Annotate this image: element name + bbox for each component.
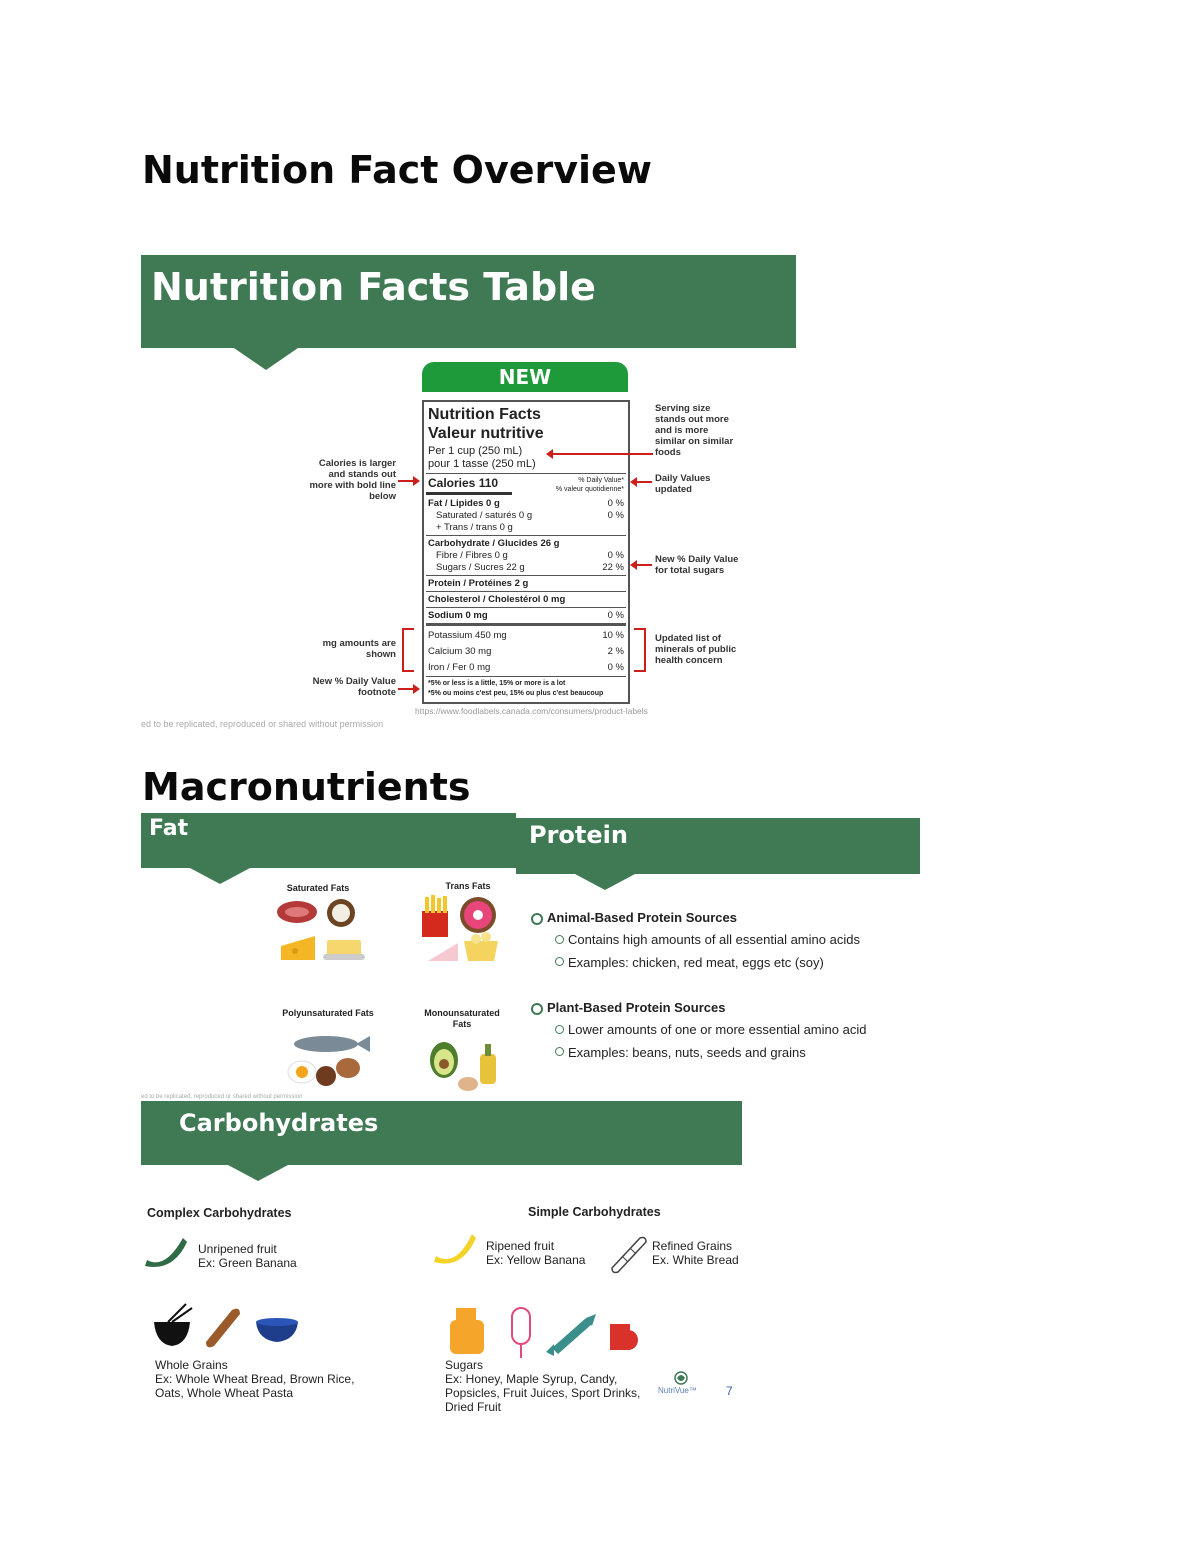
protein-animal-sub-1: Contains high amounts of all essential amino acids	[568, 932, 860, 947]
fat-banner	[141, 813, 516, 868]
refined-line-1: Refined Grains	[652, 1239, 733, 1253]
protein-plant-head: Plant-Based Protein Sources	[547, 1000, 726, 1015]
fish-icon	[294, 1036, 358, 1052]
new-tab-label: NEW	[498, 365, 552, 389]
protein-animal-head: Animal-Based Protein Sources	[547, 910, 737, 925]
oil-bottle-icon	[480, 1054, 496, 1084]
honey-jar-icon	[450, 1320, 484, 1354]
bracket-minerals	[634, 628, 646, 672]
fat-label-saturated: Saturated Fats	[286, 883, 350, 893]
label-row-name: Cholesterol / Cholestérol 0 mg	[428, 594, 566, 605]
label-row-name: Sodium 0 mg	[428, 610, 488, 621]
sugars-line-4: Dried Fruit	[445, 1400, 502, 1414]
protein-plant-sub-2: Examples: beans, nuts, seeds and grains	[568, 1045, 806, 1060]
sub-bullet-icon	[555, 957, 564, 966]
carbs-banner	[141, 1101, 742, 1165]
butter-icon	[327, 940, 361, 956]
label-row-dv: 22 %	[602, 562, 624, 573]
sub-bullet-icon	[555, 1047, 564, 1056]
unripe-label	[198, 1242, 297, 1270]
label-row-name: Potassium 450 mg	[428, 630, 507, 641]
label-serving-fr: pour 1 tasse (250 mL)	[428, 458, 536, 470]
label-row-name: + Trans / trans 0 g	[436, 522, 513, 533]
nuts-icon	[336, 1058, 360, 1078]
label-row-name: Saturated / saturés 0 g	[436, 510, 533, 521]
page-number: 7	[726, 1384, 733, 1398]
fat-label-poly: Polyunsaturated Fats	[282, 1008, 374, 1018]
note-serving: Serving size stands out more and is more similar on similar foods	[655, 403, 734, 458]
sugars-icons	[446, 1304, 646, 1360]
protein-plant-sub-1: Lower amounts of one or more essential amino acid	[568, 1022, 867, 1037]
fat-label-trans: Trans Fats	[445, 881, 491, 891]
label-serving-en: Per 1 cup (250 mL)	[428, 445, 523, 457]
label-rule	[426, 535, 626, 536]
label-footnote-en: *5% or less is a little, 15% or more is a lot	[428, 680, 566, 687]
whole-line-1: Whole Grains	[155, 1358, 228, 1372]
refined-label	[652, 1239, 739, 1267]
unripe-line-1: Unripened fruit	[198, 1242, 277, 1256]
sugars-line-1: Sugars	[445, 1358, 484, 1372]
fat-notch	[190, 868, 250, 884]
carbs-banner-title: Carbohydrates	[179, 1109, 379, 1137]
ripe-label	[486, 1239, 585, 1267]
yellow-banana-icon	[432, 1230, 478, 1270]
whole-line-2: Ex: Whole Wheat Bread, Brown Rice,	[155, 1372, 355, 1386]
nft-banner-title: Nutrition Facts Table	[151, 265, 596, 309]
noodle-bowl-icon	[154, 1322, 190, 1346]
nutrivue-logo-icon	[671, 1370, 691, 1386]
protein-banner	[516, 818, 920, 874]
whole-grains-icons	[150, 1302, 302, 1350]
label-dv-header-fr: % valeur quotidienne*	[555, 486, 624, 493]
nft-banner-notch	[234, 348, 298, 370]
walnut-icon	[316, 1066, 336, 1086]
note-footnote: New % Daily Value footnote	[312, 676, 396, 698]
popcorn-icon	[464, 941, 498, 961]
label-title-en: Nutrition Facts	[428, 406, 541, 423]
label-row-name: Calcium 30 mg	[428, 646, 492, 657]
bullet-icon	[531, 1003, 543, 1015]
almond-icon	[458, 1077, 478, 1091]
popsicle-icon	[512, 1308, 530, 1344]
label-row-name: Carbohydrate / Glucides 26 g	[428, 538, 560, 549]
unripe-line-2: Ex: Green Banana	[198, 1256, 297, 1270]
fries-icon	[422, 911, 448, 937]
calories-bold-rule	[426, 492, 512, 495]
polyunsaturated-fats-icons	[286, 1034, 374, 1090]
label-dv-header	[556, 476, 624, 494]
arrow-footnote	[398, 688, 418, 690]
candy-icon	[552, 1318, 592, 1354]
label-row-name: Protein / Protéines 2 g	[428, 578, 529, 589]
nft-banner	[141, 255, 796, 348]
nutrition-label	[422, 400, 630, 704]
label-row-dv: 0 %	[607, 498, 624, 509]
label-row-dv: 0 %	[607, 550, 624, 561]
arrow-daily-values	[632, 481, 652, 483]
bread-icon	[206, 1309, 240, 1348]
complex-carbs-head: Complex Carbohydrates	[147, 1206, 292, 1220]
new-tab	[422, 362, 628, 392]
label-row-dv: 0 %	[607, 510, 624, 521]
label-row-dv: 0 %	[607, 662, 624, 673]
whole-grains-label	[155, 1358, 354, 1400]
label-row-dv: 0 %	[607, 610, 624, 621]
label-calories: Calories 110	[428, 476, 499, 490]
nft-copyright: ed to be replicated, reproduced or shared without permission	[141, 719, 384, 729]
cheese-icon	[281, 936, 315, 960]
label-rule	[426, 607, 626, 608]
bullet-icon	[531, 913, 543, 925]
note-calories: Calories is larger and stands out more with bold line below	[309, 458, 396, 502]
refined-line-2: Ex. White Bread	[652, 1253, 739, 1267]
bracket-mg	[402, 628, 414, 672]
sugars-line-3: Popsicles, Fruit Juices, Sport Drinks,	[445, 1386, 641, 1400]
protein-notch	[575, 874, 635, 890]
label-title-fr: Valeur nutritive	[428, 425, 544, 442]
trans-fats-icons	[418, 893, 508, 965]
label-row-name: Fat / Lipides 0 g	[428, 498, 500, 509]
label-row-name: Fibre / Fibres 0 g	[436, 550, 508, 561]
cake-icon	[428, 943, 458, 961]
page-title: Nutrition Fact Overview	[142, 148, 652, 192]
note-minerals: Updated list of minerals of public health concern	[655, 633, 737, 666]
label-rule	[426, 623, 626, 626]
note-mg: mg amounts are shown	[322, 638, 396, 660]
label-rule	[426, 591, 626, 592]
protein-animal-sub-2: Examples: chicken, red meat, eggs etc (soy)	[568, 955, 824, 970]
saturated-fats-icons	[275, 896, 370, 966]
label-row-name: Sugars / Sucres 22 g	[436, 562, 525, 573]
carbs-notch	[228, 1165, 288, 1181]
label-row-dv: 10 %	[602, 630, 624, 641]
sugars-label	[445, 1358, 640, 1414]
ripe-line-2: Ex: Yellow Banana	[486, 1253, 586, 1267]
source-url[interactable]: https://www.foodlabels.canada.com/consumers/product-labels	[415, 706, 648, 716]
brand-name: NutriVue™	[658, 1386, 697, 1395]
sub-bullet-icon	[555, 1025, 564, 1034]
arrow-sugars	[632, 564, 652, 566]
fat-banner-title: Fat	[149, 816, 189, 841]
fat-footer: ed to be replicated, reproduced or shared without permission	[141, 1094, 303, 1100]
baguette-icon	[608, 1232, 650, 1274]
simple-carbs-head: Simple Carbohydrates	[528, 1205, 661, 1219]
note-daily-values: Daily Values updated	[655, 473, 711, 495]
sugars-line-2: Ex: Honey, Maple Syrup, Candy,	[445, 1372, 618, 1386]
label-dv-header-en: % Daily Value*	[578, 477, 624, 484]
label-row-name: Iron / Fer 0 mg	[428, 662, 491, 673]
arrow-serving	[548, 453, 653, 455]
fat-label-mono: Monounsaturated Fats	[424, 1008, 500, 1029]
protein-banner-title: Protein	[529, 821, 628, 849]
whole-line-3: Oats, Whole Wheat Pasta	[155, 1386, 294, 1400]
arrow-calories	[398, 480, 418, 482]
ripe-line-1: Ripened fruit	[486, 1239, 555, 1253]
sub-bullet-icon	[555, 935, 564, 944]
monounsaturated-fats-icons	[428, 1034, 506, 1094]
label-footnote-fr: *5% ou moins c'est peu, 15% ou plus c'est beaucoup	[428, 690, 604, 697]
macro-heading: Macronutrients	[142, 765, 471, 809]
label-row-dv: 2 %	[607, 646, 624, 657]
green-banana-icon	[143, 1232, 189, 1272]
label-rule	[426, 575, 626, 576]
note-sugars: New % Daily Value for total sugars	[655, 554, 739, 576]
